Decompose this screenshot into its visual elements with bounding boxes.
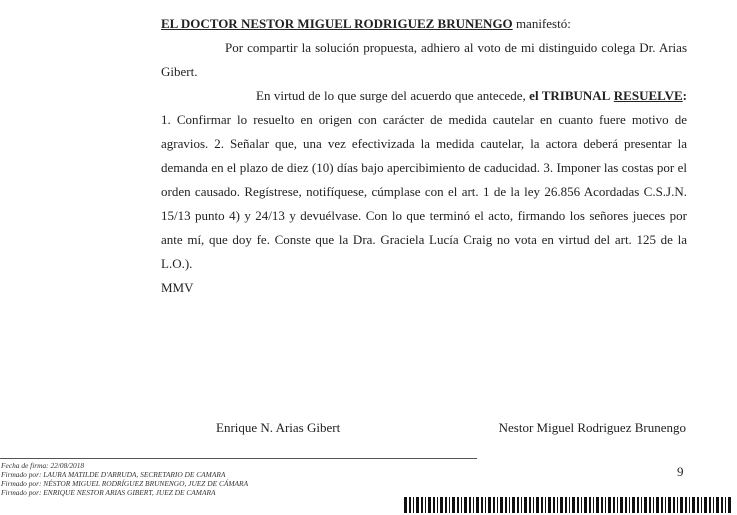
- judge-name-heading: EL DOCTOR NESTOR MIGUEL RODRIGUEZ BRUNENGO: [161, 16, 513, 31]
- resuelve-colon: :: [682, 88, 688, 103]
- heading-verb: manifestó:: [512, 16, 571, 31]
- barcode-image: [404, 497, 732, 513]
- initials: MMV: [161, 280, 194, 295]
- signature-metadata: [1, 461, 248, 497]
- page-number: 9: [677, 464, 684, 479]
- signed-by-judge-rodriguez: Firmado por: NÉSTOR MIGUEL RODRÍGUEZ BRUNENGO, JUEZ DE CÁMARA: [1, 479, 249, 488]
- signed-by-judge-arias: Firmado por: ENRIQUE NESTOR ARIAS GIBERT, JUEZ DE CAMARA: [1, 488, 216, 497]
- adhesion-paragraph: Por compartir la solución propuesta, adhiero al voto de mi distinguido colega Dr. Arias Gibert.: [161, 40, 687, 79]
- resolution-intro: En virtud de lo que surge del acuerdo que antecede,: [256, 88, 530, 103]
- footer-divider: [0, 458, 477, 459]
- resuelve-label: RESUELVE: [613, 88, 683, 103]
- tribunal-label: el TRIBUNAL: [529, 88, 611, 103]
- vote-heading: [161, 12, 687, 36]
- signed-by-secretary: Firmado por: LAURA MATILDE D'ARRUDA, SECRETARIO DE CAMARA: [1, 470, 226, 479]
- resolution-text: [161, 12, 687, 300]
- resolution-paragraph: [161, 84, 687, 276]
- signature-rodriguez-brunengo: Nestor Miguel Rodriguez Brunengo: [498, 420, 686, 435]
- signature-arias-gibert: Enrique N. Arias Gibert: [216, 420, 341, 435]
- signature-date: Fecha de firma: 22/08/2018: [1, 461, 85, 470]
- resolution-body: 1. Confirmar lo resuelto en origen con carácter de medida cautelar en cuanto fuere motivo de agravios. 2. Señalar que, una vez efectivizada la medida cautelar, la actora deberá presentar la demanda en el plazo de diez (10) días bajo apercibimiento de caducidad. 3. Imponer las costas por el orden causado. Regístrese, notifíquese, cúmplase con el art. 1 de la ley 26.856 Acordadas C.S.J.N. 15/13 punto 4) y 24/13 y devuélvase. Con lo que terminó el acto, firmando los señores jueces por ante mí, que doy fe. Conste que la Dra. Graciela Lucía Craig no vota en virtud del art. 125 de la L.O.).: [161, 112, 687, 271]
